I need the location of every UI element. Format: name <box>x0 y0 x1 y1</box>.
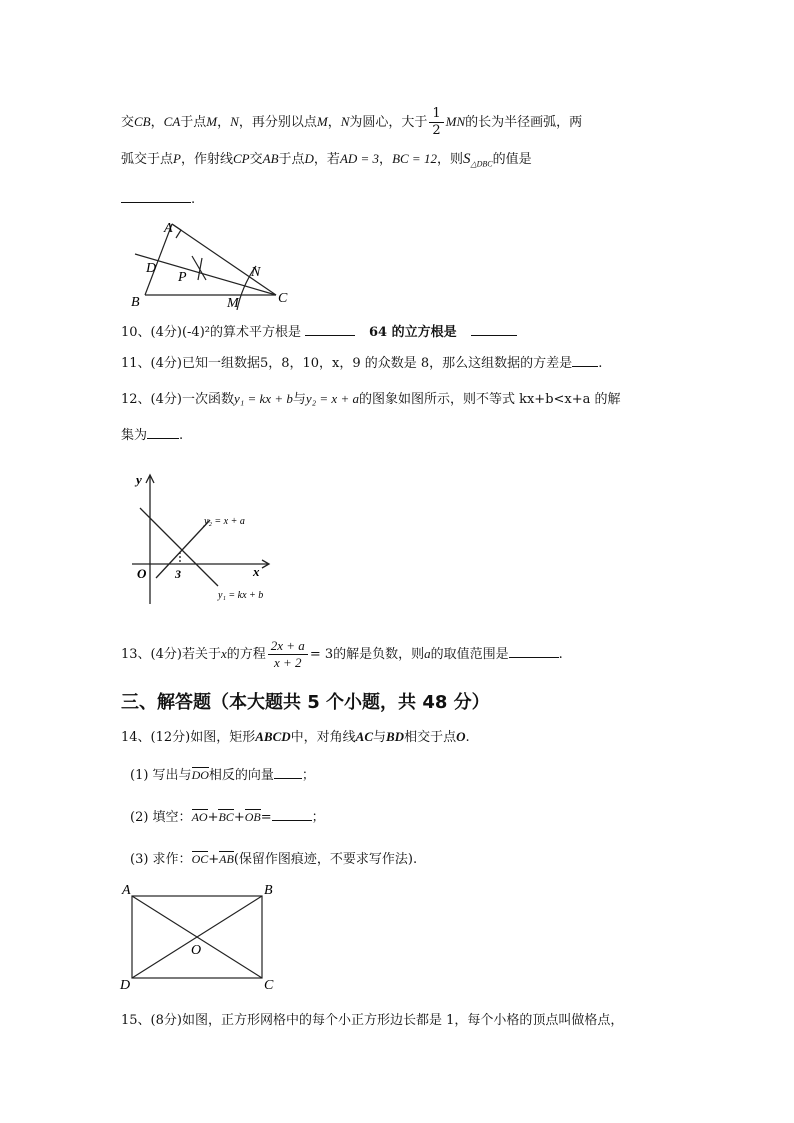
y-axis-label: y <box>136 472 142 487</box>
q12-line-1: 12、(4分)一次函数y₁ = kx + b与y₂ = x + a的图象如图所示，则不等式 kx+b<x+a 的解 <box>121 391 621 407</box>
segment-ac <box>172 224 276 295</box>
tick-label-3: 3 <box>175 567 181 581</box>
arc-p-2 <box>198 258 202 280</box>
fraction-half: $\frac{1}{2}$ <box>429 106 443 139</box>
label-y2: y₂ = x + a <box>204 516 245 527</box>
answer-blank[interactable] <box>121 190 191 203</box>
q14-part-3: (3) 求作：OC+AB(保留作图痕迹，不要求写作法). <box>130 852 418 867</box>
label-o: O <box>191 943 202 958</box>
answer-blank[interactable] <box>305 323 355 336</box>
label-y1: y₁ = kx + b <box>218 590 264 601</box>
label-c: C <box>278 291 288 306</box>
origin-label: O <box>137 566 147 581</box>
right-angle-mark <box>172 224 181 238</box>
q14-part-2: (2) 填空：AO+BC+OB= ； <box>130 810 325 825</box>
label-a: A <box>122 883 131 898</box>
label-d: D <box>146 261 157 276</box>
q9-line-3: . <box>121 190 195 209</box>
label-a: A <box>164 221 173 236</box>
q10: 10、(4分)(-4)²的算术平方根是 64 的立方根是 <box>121 323 517 342</box>
answer-blank[interactable] <box>274 766 302 779</box>
answer-blank[interactable] <box>509 645 559 658</box>
q9-line-1: 交CB，CA于点M，N，再分别以点M，N为圆心，大于 $\frac{1}{2}$ MN的长为半径画弧，两 <box>121 106 583 138</box>
answer-blank[interactable] <box>471 323 517 336</box>
figure-rectangle-abcd <box>116 880 281 992</box>
label-b: B <box>131 295 140 310</box>
figure-triangle-abc <box>120 218 295 310</box>
label-b: B <box>264 883 273 898</box>
x-axis-label: x <box>253 564 260 579</box>
label-p: P <box>178 270 187 285</box>
q12-line-2: 集为 . <box>121 428 184 443</box>
q14: 14、(12分)如图，矩形ABCD中，对角线AC与BD相交于点O. <box>121 729 470 745</box>
label-n: N <box>251 265 261 280</box>
figure-linear-graph <box>128 468 284 608</box>
q13: 13、(4分)若关于x的方程 $\frac{2x + a}{x + 2}$ = 3的解是负数，则a的取值范围是 . <box>121 638 563 670</box>
section-heading: 三、解答题（本大题共 5 个小题，共 48 分） <box>121 692 490 713</box>
answer-blank[interactable] <box>572 354 598 367</box>
q11: 11、(4分)已知一组数据5，8，10，x，9 的众数是 8，那么这组数据的方差是 . <box>121 356 603 371</box>
q9-line-2: 弧交于点P，作射线CP交AB于点D，若AD = 3，BC = 12，则$S_{\triangle DBC}$的值是 <box>121 151 532 169</box>
label-c: C <box>264 978 274 992</box>
label-d: D <box>120 978 131 992</box>
label-m: M <box>227 296 239 310</box>
q14-part-1: (1) 写出与DO相反的向量 ； <box>130 768 315 783</box>
answer-blank[interactable] <box>147 426 179 439</box>
fraction-equation: $\frac{2x + a}{x + 2}$ <box>268 638 308 671</box>
answer-blank[interactable] <box>272 808 312 821</box>
q15: 15、(8分)如图，正方形网格中的每个小正方形边长都是 1，每个小格的顶点叫做格点， <box>121 1013 624 1028</box>
